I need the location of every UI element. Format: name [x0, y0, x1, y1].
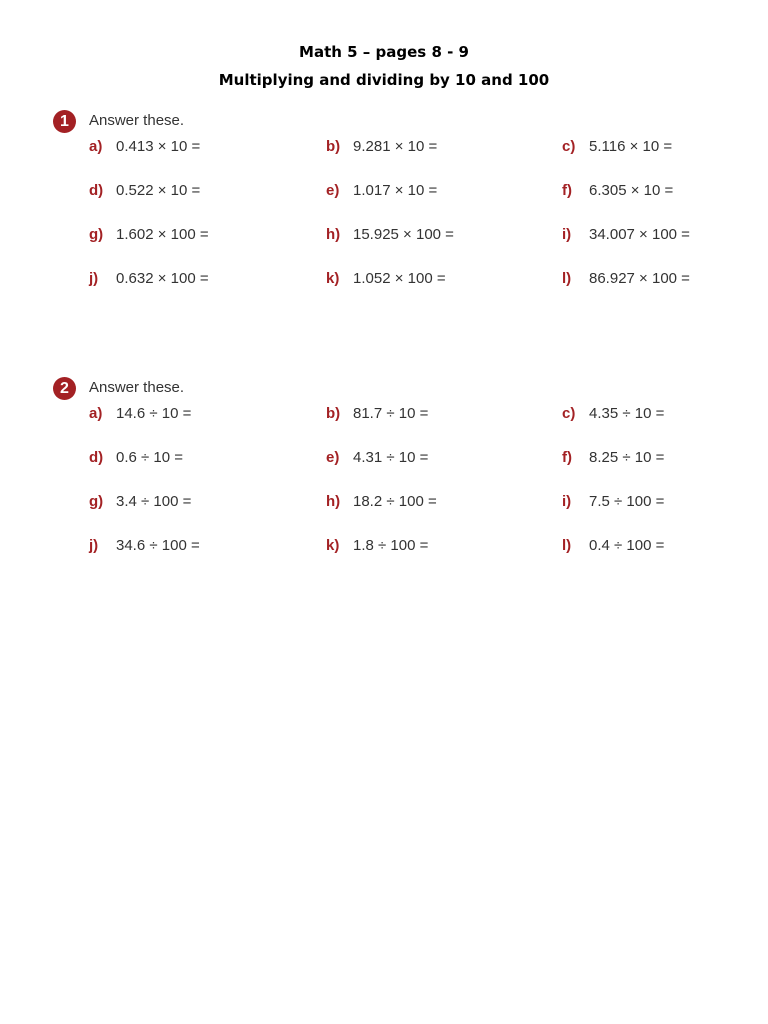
- problem-item: [89, 492, 191, 512]
- problem-item: [562, 536, 664, 556]
- problem-item: [562, 225, 690, 245]
- problem-expression: 0.522 × 10 =: [116, 182, 201, 199]
- problem-item: [89, 269, 209, 289]
- problem-expression: 1.8 ÷ 100 =: [353, 537, 429, 554]
- problem-item: [89, 448, 183, 468]
- problem-expression: 18.2 ÷ 100 =: [353, 493, 437, 510]
- problem-item: [89, 404, 191, 424]
- problem-label: f): [562, 182, 572, 199]
- problem-expression: 1.052 × 100 =: [353, 270, 446, 287]
- problem-expression: 9.281 × 10 =: [353, 138, 438, 155]
- problem-label: j): [89, 537, 99, 554]
- problem-label: e): [326, 182, 340, 199]
- problem-expression: 34.6 ÷ 100 =: [116, 537, 200, 554]
- problem-expression: 7.5 ÷ 100 =: [589, 493, 665, 510]
- problem-item: [326, 448, 428, 468]
- problem-label: a): [89, 138, 103, 155]
- problem-label: h): [326, 493, 341, 510]
- problem-label: i): [562, 493, 572, 510]
- problem-item: [562, 492, 664, 512]
- problem-item: [89, 536, 200, 556]
- problem-item: [562, 404, 664, 424]
- problem-label: k): [326, 270, 340, 287]
- problem-label: g): [89, 226, 104, 243]
- problem-item: [562, 448, 664, 468]
- problem-label: b): [326, 138, 341, 155]
- problem-expression: 15.925 × 100 =: [353, 226, 454, 243]
- exercise-number-badge: 2: [53, 377, 76, 400]
- problem-expression: 4.35 ÷ 10 =: [589, 405, 665, 422]
- problem-item: [326, 269, 446, 289]
- problem-label: j): [89, 270, 99, 287]
- problem-item: [326, 404, 428, 424]
- problem-label: c): [562, 138, 576, 155]
- problem-expression: 34.007 × 100 =: [589, 226, 690, 243]
- problem-expression: 0.4 ÷ 100 =: [589, 537, 665, 554]
- problem-expression: 0.6 ÷ 10 =: [116, 449, 184, 466]
- exercise-number-badge: 1: [53, 110, 76, 133]
- problem-item: [326, 225, 454, 245]
- problem-label: i): [562, 226, 572, 243]
- problem-label: l): [562, 270, 572, 287]
- problem-item: [326, 137, 437, 157]
- problem-label: a): [89, 405, 103, 422]
- problem-label: l): [562, 537, 572, 554]
- problem-item: [562, 181, 673, 201]
- instruction-text: Answer these.: [89, 112, 185, 129]
- instruction-text: Answer these.: [89, 379, 185, 396]
- problem-label: f): [562, 449, 572, 466]
- problem-expression: 14.6 ÷ 10 =: [116, 405, 192, 422]
- problem-item: [326, 536, 428, 556]
- problem-label: c): [562, 405, 576, 422]
- problem-item: [562, 137, 672, 157]
- problem-item: [89, 181, 200, 201]
- problem-expression: 1.017 × 10 =: [353, 182, 438, 199]
- problem-label: h): [326, 226, 341, 243]
- problem-expression: 81.7 ÷ 10 =: [353, 405, 429, 422]
- problem-expression: 1.602 × 100 =: [116, 226, 209, 243]
- problem-expression: 86.927 × 100 =: [589, 270, 690, 287]
- problem-label: e): [326, 449, 340, 466]
- page-subtitle: Multiplying and dividing by 10 and 100: [218, 71, 550, 89]
- problem-label: g): [89, 493, 104, 510]
- problem-item: [89, 225, 209, 245]
- problem-expression: 0.632 × 100 =: [116, 270, 209, 287]
- problem-label: b): [326, 405, 341, 422]
- problem-label: k): [326, 537, 340, 554]
- page-title: Math 5 – pages 8 - 9: [299, 43, 469, 61]
- problem-expression: 0.413 × 10 =: [116, 138, 201, 155]
- problem-item: [326, 181, 437, 201]
- problem-expression: 4.31 ÷ 10 =: [353, 449, 429, 466]
- problem-expression: 3.4 ÷ 100 =: [116, 493, 192, 510]
- problem-label: d): [89, 182, 104, 199]
- problem-item: [562, 269, 690, 289]
- problem-label: d): [89, 449, 104, 466]
- problem-expression: 8.25 ÷ 10 =: [589, 449, 665, 466]
- problem-item: [89, 137, 200, 157]
- problem-expression: 6.305 × 10 =: [589, 182, 674, 199]
- problem-expression: 5.116 × 10 =: [589, 138, 673, 155]
- problem-item: [326, 492, 437, 512]
